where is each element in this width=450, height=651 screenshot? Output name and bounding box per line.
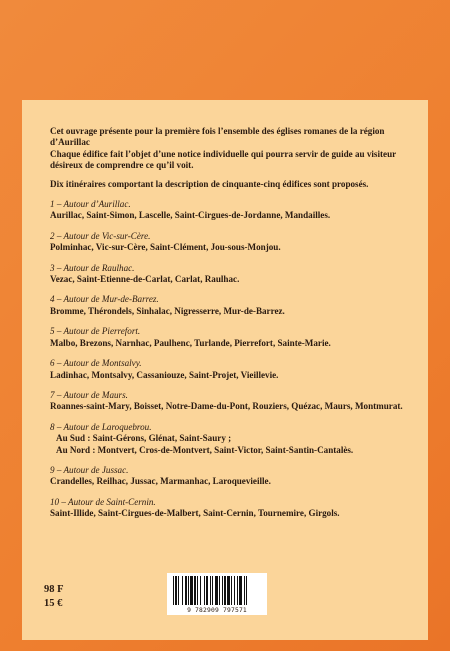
itinerary-places-south: Au Sud : Saint-Gérons, Glénat, Saint-Saury ; — [56, 433, 232, 444]
barcode-bar — [234, 576, 235, 605]
barcode-bar — [237, 576, 238, 605]
itinerary-places-north: Au Nord : Montvert, Cros-de-Montvert, Saint-Victor, Saint-Santin-Cantalès. — [56, 444, 354, 455]
price-block — [44, 583, 64, 611]
itinerary-places: Bromme, Thérondels, Sinhalac, Nigresserre, Mur-de-Barrez. — [50, 305, 285, 316]
intro-paragraph-2: Chaque édifice fait l’objet d’une notice individuelle qui pourra servir de guide au visiteur désireux de comprendre ce qu’il voit. — [50, 148, 396, 171]
itinerary-9 — [50, 465, 408, 488]
itinerary-places: Crandelles, Reilhac, Jussac, Marmanhac, Laroquevieille. — [50, 476, 271, 487]
itinerary-3 — [50, 263, 408, 286]
barcode-bar — [239, 576, 242, 605]
barcode-bar — [206, 576, 208, 605]
isbn-barcode — [167, 573, 267, 615]
barcode-bar — [210, 576, 211, 605]
barcode-bar — [204, 576, 205, 605]
itinerary-title: 10 – Autour de Saint-Cernin. — [50, 496, 156, 507]
itinerary-2 — [50, 231, 408, 254]
itinerary-title: 4 – Autour de Mur-de-Barrez. — [50, 294, 159, 305]
barcode-bar — [227, 576, 230, 605]
barcode-bar — [173, 576, 174, 605]
barcode-bar — [175, 576, 177, 605]
itinerary-title: 2 – Autour de Vic-sur-Cère. — [50, 230, 151, 241]
barcode-bar — [231, 576, 232, 605]
itinerary-title: 5 – Autour de Pierrefort. — [50, 326, 141, 337]
itinerary-title: 1 – Autour d’Aurillac. — [50, 199, 131, 210]
itinerary-title: 8 – Autour de Laroquebrou. — [50, 421, 152, 432]
barcode-bar — [178, 576, 179, 605]
intro-paragraph-1: Cet ouvrage présente pour la première fois l’ensemble des églises romanes de la région d’Aurillac — [50, 126, 385, 148]
barcode-bar — [182, 576, 183, 605]
itinerary-places: Aurillac, Saint-Simon, Lascelle, Saint-Cirgues-de-Jordanne, Mandailles. — [50, 210, 331, 221]
itinerary-places: Roannes-saint-Mary, Boisset, Notre-Dame-du-Pont, Rouziers, Quézac, Maurs, Montmurat. — [50, 401, 403, 412]
barcode-bar — [212, 576, 213, 605]
barcode-bar — [185, 576, 187, 605]
barcode-bar — [222, 576, 223, 605]
itinerary-places: Malbo, Brezons, Narnhac, Paulhenc, Turlande, Pierrefort, Sainte-Marie. — [50, 337, 331, 348]
barcode-bar — [246, 576, 247, 605]
itinerary-places: Vezac, Saint-Etienne-de-Carlat, Carlat, Raulhac. — [50, 274, 240, 285]
barcode-bar — [190, 576, 193, 605]
barcode-bar — [244, 576, 245, 605]
back-cover-panel — [22, 100, 428, 640]
barcode-bar — [215, 576, 218, 605]
itinerary-10 — [50, 497, 408, 520]
itinerary-7 — [50, 390, 408, 413]
barcode-bar — [224, 576, 226, 605]
intro-paragraph-3: Dix itinéraires comportant la description de cinquante-cinq édifices sont proposés. — [50, 178, 369, 189]
itinerary-title: 7 – Autour de Maurs. — [50, 389, 128, 400]
price-franc: 98 F — [44, 584, 64, 595]
barcode-bar — [219, 576, 220, 605]
itinerary-6 — [50, 358, 408, 381]
barcode-digits: 9 782909 797571 — [187, 607, 247, 614]
itinerary-5 — [50, 326, 408, 349]
itinerary-title: 3 – Autour de Raulhac. — [50, 262, 135, 273]
barcode-bar — [200, 576, 201, 605]
barcode-bar — [194, 576, 196, 605]
itinerary-places: Polminhac, Vic-sur-Cère, Saint-Clément, Jou-sous-Monjou. — [50, 242, 281, 253]
barcode-bars — [167, 573, 267, 607]
itinerary-places: Ladinhac, Montsalvy, Cassaniouze, Saint-Projet, Vieillevie. — [50, 369, 279, 380]
itinerary-title: 9 – Autour de Jussac. — [50, 464, 129, 475]
itinerary-8 — [50, 422, 408, 456]
barcode-bar — [188, 576, 189, 605]
itinerary-places: Saint-Illide, Saint-Cirgues-de-Malbert, Saint-Cernin, Tournemire, Girgols. — [50, 508, 340, 519]
itinerary-1 — [50, 199, 408, 222]
price-euro: 15 € — [44, 598, 63, 609]
itinerary-4 — [50, 294, 408, 317]
intro-text — [50, 126, 408, 190]
barcode-bar — [197, 576, 198, 605]
itinerary-title: 6 – Autour de Montsalvy. — [50, 358, 142, 369]
